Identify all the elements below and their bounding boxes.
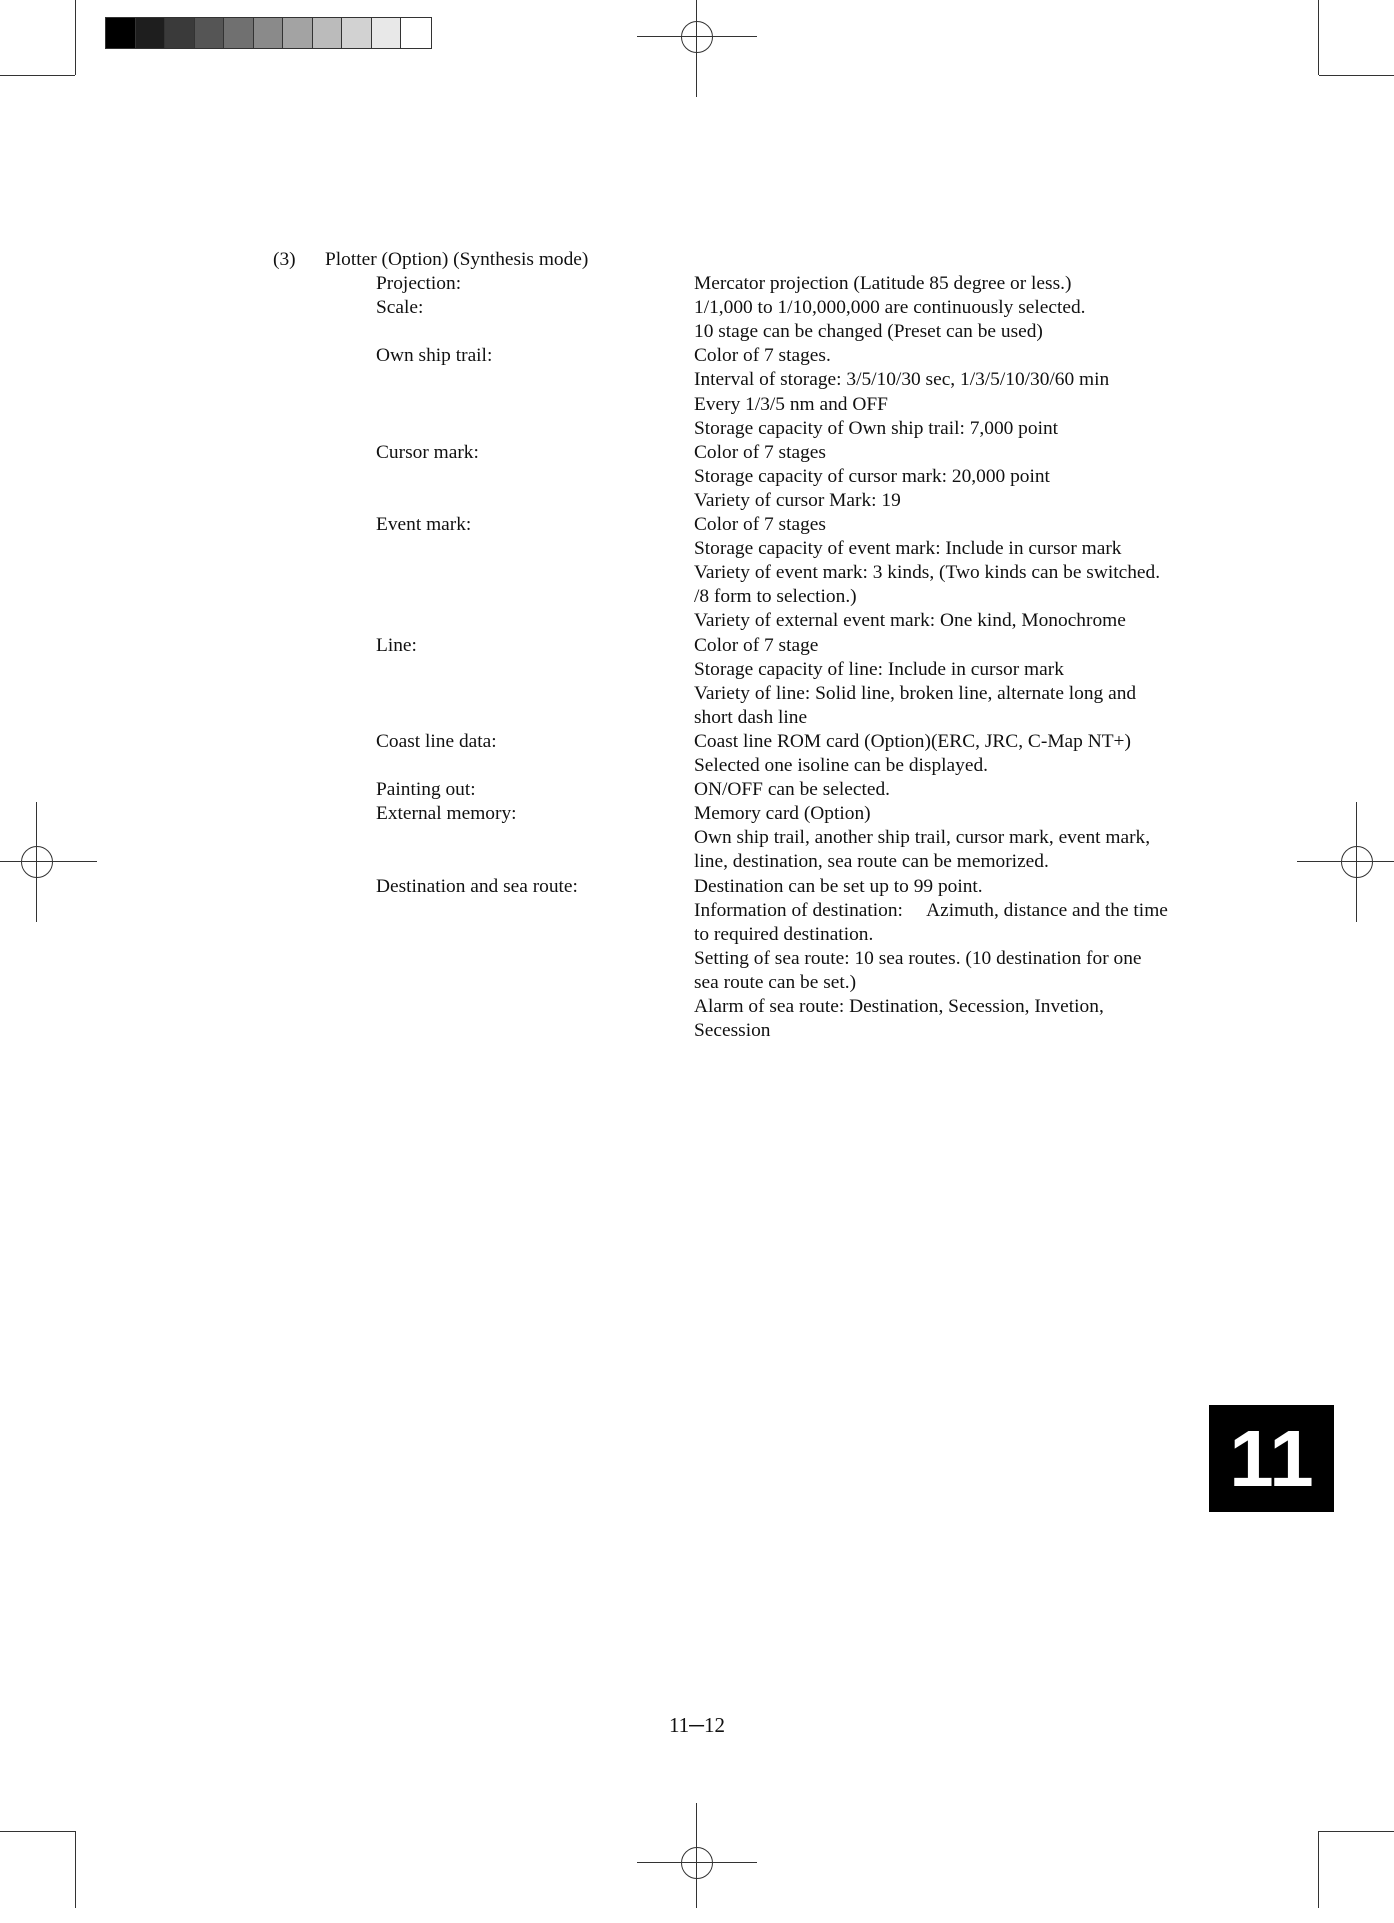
registration-target-right — [1297, 802, 1394, 922]
spec-value-line: Storage capacity of line: Include in cursor mark — [694, 658, 1064, 680]
spec-value-line: Storage capacity of Own ship trail: 7,000 point — [694, 417, 1059, 439]
chapter-tab: 11 — [1209, 1405, 1334, 1512]
spec-value-line: Own ship trail, another ship trail, cursor mark, event mark, — [694, 827, 1151, 849]
spec-label: Projection: — [376, 273, 462, 294]
spec-value-line: ON/OFF can be selected. — [694, 779, 891, 801]
spec-label: Line: — [376, 634, 417, 656]
spec-label: Coast line data: — [376, 730, 497, 752]
spec-value-line: sea route can be set.) — [694, 971, 857, 993]
spec-value-line: short dash line — [694, 706, 808, 728]
spec-label: Own ship trail: — [376, 345, 493, 367]
wedge-swatch — [224, 18, 254, 48]
wedge-swatch — [401, 18, 431, 48]
spec-value-line: Color of 7 stages — [694, 514, 826, 535]
spec-label: External memory: — [376, 803, 517, 825]
wedge-swatch — [106, 18, 136, 48]
wedge-swatch — [342, 18, 372, 48]
spec-value-line: Variety of external event mark: One kind, Monochrome — [694, 610, 1126, 632]
wedge-swatch — [136, 18, 166, 48]
spec-value-line: Every 1/3/5 nm and OFF — [694, 393, 888, 415]
wedge-swatch — [372, 18, 402, 48]
spec-label: Painting out: — [376, 779, 476, 801]
spec-value-line: to required destination. — [694, 923, 874, 945]
registration-target-bottom — [637, 1803, 757, 1923]
spec-value-line: Destination can be set up to 99 point. — [694, 875, 983, 897]
spec-value-line: Mercator projection (Latitude 85 degree or less.) — [694, 273, 1072, 294]
spec-label: Destination and sea route: — [376, 875, 578, 897]
spec-value-line: Variety of cursor Mark: 19 — [694, 489, 901, 511]
gray-step-wedge — [105, 17, 432, 49]
registration-target-top — [637, 0, 757, 97]
wedge-swatch — [165, 18, 195, 48]
spec-value-line: Alarm of sea route: Destination, Secession, Invetion, — [694, 996, 1104, 1017]
spec-value-line: Secession — [694, 1020, 771, 1042]
spec-value-line: Storage capacity of cursor mark: 20,000 point — [694, 465, 1050, 487]
wedge-swatch — [313, 18, 343, 48]
spec-value-line: Memory card (Option) — [694, 803, 871, 825]
spec-value-line: 10 stage can be changed (Preset can be used) — [694, 321, 1043, 343]
section-title: Plotter (Option) (Synthesis mode) — [325, 249, 589, 270]
spec-value-line: Variety of event mark: 3 kinds, (Two kinds can be switched. — [694, 562, 1161, 584]
wedge-swatch — [195, 18, 225, 48]
spec-value-line: Information of destination: Azimuth, distance and the time — [694, 899, 1168, 921]
wedge-swatch — [254, 18, 284, 48]
spec-value-line: /8 form to selection.) — [694, 586, 857, 608]
spec-value-line: Interval of storage: 3/5/10/30 sec, 1/3/5/10/30/60 min — [694, 369, 1110, 391]
spec-label: Event mark: — [376, 514, 472, 535]
page-number: 11─12 — [668, 1713, 726, 1737]
spec-value-line: 1/1,000 to 1/10,000,000 are continuously selected. — [694, 297, 1086, 319]
spec-value-line: Color of 7 stage — [694, 634, 819, 656]
spec-value-line: Selected one isoline can be displayed. — [694, 755, 988, 776]
spec-label: Scale: — [376, 297, 424, 319]
spec-value-line: Setting of sea route: 10 sea routes. (10 destination for one — [694, 947, 1142, 969]
spec-value-line: Coast line ROM card (Option)(ERC, JRC, C-Map NT+) — [694, 730, 1131, 752]
section-number: (3) — [273, 249, 296, 270]
wedge-swatch — [283, 18, 313, 48]
spec-value-line: Storage capacity of event mark: Include in cursor mark — [694, 538, 1122, 560]
registration-target-left — [0, 802, 97, 922]
spec-value-line: line, destination, sea route can be memorized. — [694, 851, 1049, 873]
spec-value-line: Color of 7 stages. — [694, 345, 831, 367]
spec-value-line: Color of 7 stages — [694, 441, 826, 463]
spec-label: Cursor mark: — [376, 441, 479, 463]
spec-value-line: Variety of line: Solid line, broken line, alternate long and — [694, 682, 1137, 704]
